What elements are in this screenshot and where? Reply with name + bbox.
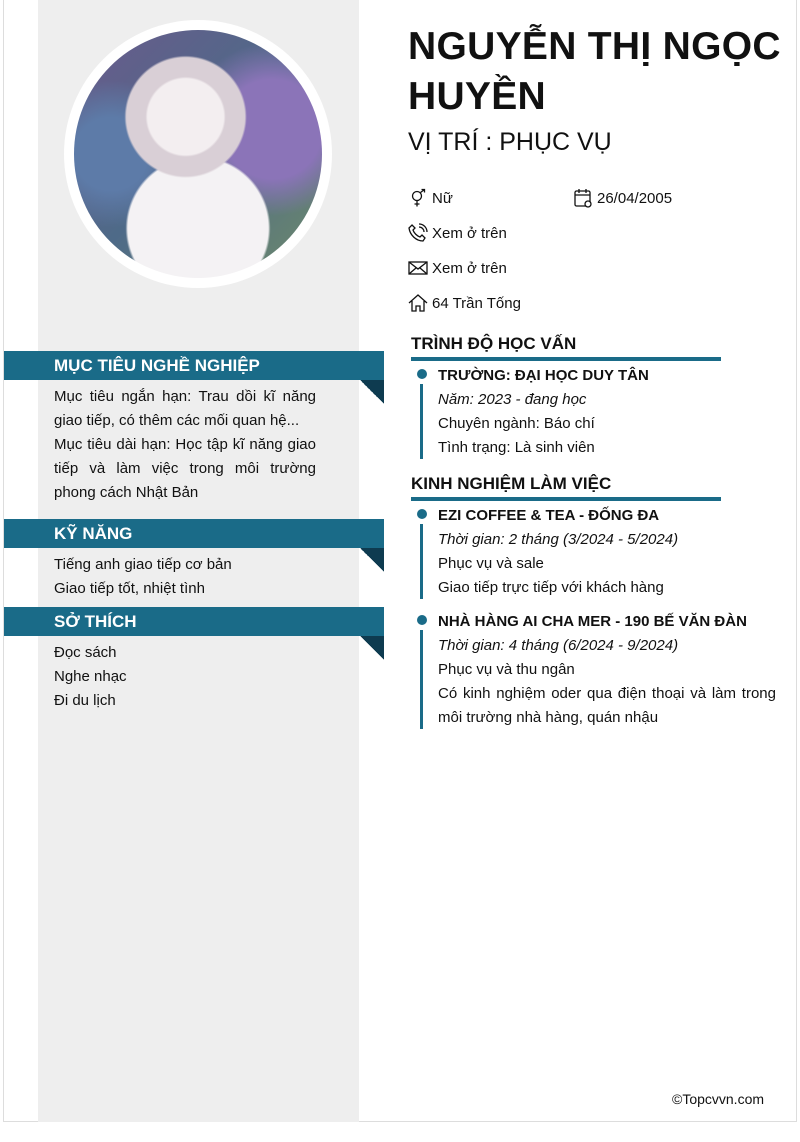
entry-title: TRƯỜNG: ĐẠI HỌC DUY TÂN — [438, 367, 649, 384]
calendar-icon — [573, 188, 593, 208]
gender-info — [408, 188, 453, 208]
timeline-dot — [417, 369, 427, 379]
footer-credit: ©Topcvvn.com — [672, 1091, 765, 1107]
timeline-dot — [417, 509, 427, 519]
job-position: VỊ TRÍ : PHỤC VỤ — [408, 128, 612, 156]
hobby-item: Đi du lịch — [54, 692, 116, 709]
gender-icon — [408, 188, 428, 208]
entry-time: Năm: 2023 - đang học — [438, 391, 587, 408]
banner-fold — [360, 380, 384, 404]
entry-title: EZI COFFEE & TEA - ĐỐNG ĐA — [438, 507, 660, 524]
address-info — [408, 293, 521, 313]
phone-info — [408, 223, 507, 243]
phone-value: Xem ở trên — [432, 224, 507, 242]
entry-line: Phục vụ và thu ngân — [438, 661, 575, 678]
objective-long: Mục tiêu dài hạn: Học tập kĩ năng giao tiếp và làm việc trong môi trường phong cách Nhật Bản — [54, 436, 316, 501]
skill-item: Giao tiếp tốt, nhiệt tình — [54, 580, 205, 597]
objective-short: Mục tiêu ngắn hạn: Trau dồi kĩ năng giao tiếp, có thêm các mối quan hệ... — [54, 388, 316, 429]
hobbies-list — [54, 641, 316, 713]
gender-value: Nữ — [432, 189, 453, 207]
entry-line: Chuyên ngành: Báo chí — [438, 415, 595, 432]
entry-line: Giao tiếp trực tiếp với khách hàng — [438, 579, 664, 596]
objective-heading: MỤC TIÊU NGHỀ NGHIỆP — [4, 351, 384, 380]
objective-text — [54, 385, 316, 505]
email-value: Xem ở trên — [432, 259, 507, 277]
experience-entry — [420, 504, 776, 599]
email-info — [408, 258, 507, 278]
timeline-bar — [420, 524, 423, 599]
entry-title: NHÀ HÀNG AI CHA MER - 190 BẾ VĂN ĐÀN — [438, 613, 747, 630]
skills-list — [54, 553, 316, 601]
entry-line: Tình trạng: Là sinh viên — [438, 439, 595, 456]
hobby-item: Nghe nhạc — [54, 668, 127, 685]
envelope-icon — [408, 258, 428, 278]
candidate-name: NGUYỄN THỊ NGỌC HUYỀN — [408, 25, 781, 118]
birthday-value: 26/04/2005 — [597, 189, 673, 207]
entry-time: Thời gian: 2 tháng (3/2024 - 5/2024) — [438, 531, 679, 548]
education-heading: TRÌNH ĐỘ HỌC VẤN — [411, 334, 721, 361]
avatar — [74, 30, 322, 278]
entry-line: Phục vụ và sale — [438, 555, 544, 572]
education-entry — [420, 364, 776, 459]
timeline-bar — [420, 630, 423, 729]
experience-entry — [420, 610, 776, 729]
banner-fold — [360, 636, 384, 660]
timeline-dot — [417, 615, 427, 625]
entry-time: Thời gian: 4 tháng (6/2024 - 9/2024) — [438, 637, 679, 654]
banner-fold — [360, 548, 384, 572]
address-value: 64 Trần Tống — [432, 294, 521, 312]
home-icon — [408, 293, 428, 313]
skill-item: Tiếng anh giao tiếp cơ bản — [54, 556, 232, 573]
entry-line: Có kinh nghiệm oder qua điện thoại và làm trong môi trường nhà hàng, quán nhậu — [438, 685, 776, 726]
birthday-info — [573, 188, 672, 208]
phone-icon — [408, 223, 428, 243]
hobby-item: Đọc sách — [54, 644, 117, 661]
experience-heading: KINH NGHIỆM LÀM VIỆC — [411, 474, 721, 501]
skills-heading: KỸ NĂNG — [4, 519, 384, 548]
hobbies-heading: SỞ THÍCH — [4, 607, 384, 636]
timeline-bar — [420, 384, 423, 459]
